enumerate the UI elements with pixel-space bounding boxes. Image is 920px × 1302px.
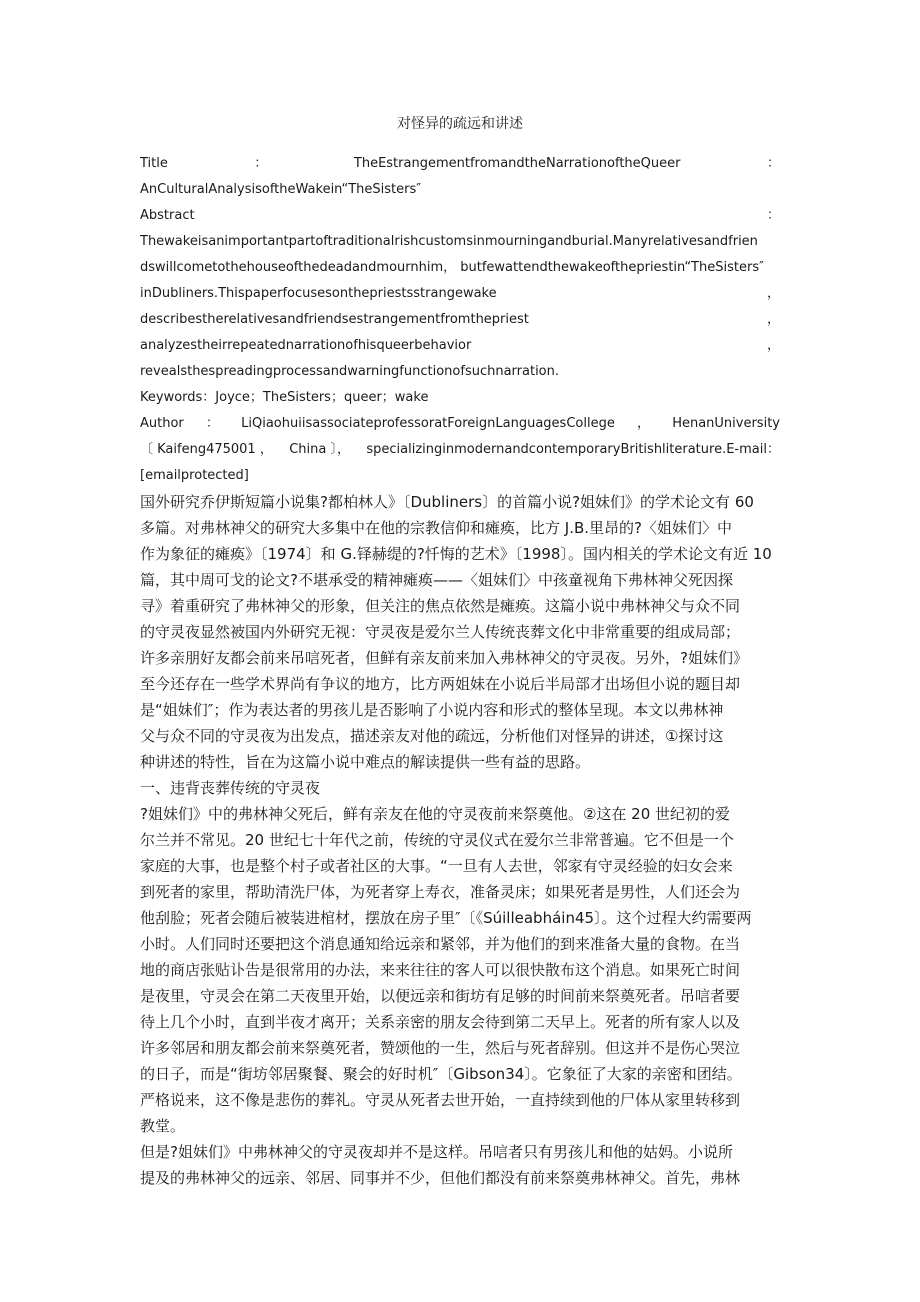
abstract-label-line <box>140 203 780 229</box>
text-line: 的守灵夜显然被国内外研究无视：守灵夜是爱尔兰人传统丧葬文化中非常重要的组成局部； <box>140 623 741 641</box>
text-line: 教堂。 <box>140 1117 186 1135</box>
text-line: 地的商店张贴讣告是很常用的办法，来来往往的客人可以很快散布这个消息。如果死亡时间 <box>140 961 741 979</box>
abstract-line: analyzestheirrepeatednarrationofhisqueerbehavior ， <box>140 338 780 353</box>
text-line: 作为象征的瘫痪》〔1974〕和 G.铎赫缇的?忏悔的艺术》〔1998〕。国内相关的学术论文有近 10 <box>140 545 772 563</box>
text-line: 寻》着重研究了弗林神父的形象，但关注的焦点依然是瘫痪。这篇小说中弗林神父与众不同 <box>140 597 741 615</box>
author-label: Author <box>140 416 184 431</box>
abstract-colon: ： <box>766 208 780 223</box>
text-line: 许多邻居和朋友都会前来祭奠死者，赞颂他的一生，然后与死者辞别。但这并不是伤心哭泣 <box>140 1039 741 1057</box>
text-line: 提及的弗林神父的远亲、邻居、同事并不少，但他们都没有前来祭奠弗林神父。首先，弗林 <box>140 1169 741 1187</box>
text-line: 但是?姐妹们》中弗林神父的守灵夜却并不是这样。吊唁者只有男孩儿和他的姑妈。小说所 <box>140 1143 733 1161</box>
text-line: 小时。人们同时还要把这个消息通知给远亲和紧邻，并为他们的到来准备大量的食物。在当 <box>140 935 741 953</box>
english-title-line <box>140 151 780 177</box>
text-line: 国外研究乔伊斯短篇小说集?都柏林人》〔Dubliners〕的首篇小说?姐妹们》的学术论文有 60 <box>140 493 754 511</box>
author-name: LiQiaohuiisassociateprofessoratForeignLanguagesCollege <box>241 416 615 431</box>
author-university: HenanUniversity <box>672 416 780 431</box>
text-line: 是“姐妹们″；作为表达者的男孩儿是否影响了小说内容和形式的整体呈现。本文以弗林神 <box>140 701 724 719</box>
author-affiliation-line: 〔 Kaifeng475001 ， China 〕， specializinginmodernandcontemporaryBritishliterature.E-mail： <box>140 442 780 457</box>
text-line: 许多亲朋好友都会前来吊唁死者，但鲜有亲友前来加入弗林神父的守灵夜。另外，?姐妹们》 <box>140 649 748 667</box>
text-line: 严格说来，这不像是悲伤的葬礼。守灵从死者去世开始，一直持续到他的尸体从家里转移到 <box>140 1091 741 1109</box>
text-line: 家庭的大事，也是整个村子或者社区的大事。“一旦有人去世，邻家有守灵经验的妇女会来 <box>140 857 733 875</box>
text-line: 到死者的家里，帮助清洗尸体，为死者穿上寿衣，准备灵床；如果死者是男性，人们还会为 <box>140 883 741 901</box>
text-line: 至今还存在一些学术界尚有争议的地方，比方两姐妹在小说后半局部才出场但小说的题目却 <box>140 675 741 693</box>
abstract-body <box>140 229 780 385</box>
title-colon-end: ： <box>766 156 780 171</box>
english-title: TheEstrangementfromandtheNarrationoftheQueer <box>353 156 681 171</box>
section-heading: 一、违背丧葬传统的守灵夜 <box>140 779 321 797</box>
document-title: 对怪异的疏远和讲述 <box>397 116 523 132</box>
abstract-line: revealsthespreadingprocessandwarningfunctionofsuchnarration. <box>140 364 560 379</box>
text-line: 待上几个小时，直到半夜才离开；关系亲密的朋友会待到第二天早上。死者的所有家人以及 <box>140 1013 741 1031</box>
author-email: [emailprotected] <box>140 468 249 483</box>
title-label: Title <box>140 156 168 171</box>
abstract-line: describestherelativesandfriendsestrangementfromthepriest ， <box>140 312 780 327</box>
abstract-line: dswillcometothehouseofthedeadandmournhim， butfewattendthewakeofthepriestin“TheSisters″ <box>140 260 764 275</box>
abstract-line: inDubliners.Thispaperfocusesonthepriestsstrangewake ， <box>140 286 780 301</box>
text-line: 种讲述的特性，旨在为这篇小说中难点的解读提供一些有益的思路。 <box>140 753 591 771</box>
title-colon: ： <box>254 156 268 171</box>
abstract-label: Abstract <box>140 208 195 223</box>
text-line: 尔兰并不常见。20 世纪七十年代之前，传统的守灵仪式在爱尔兰非常普遍。它不但是一个 <box>140 831 734 849</box>
author-line: Author ： LiQiaohuiisassociateprofessoratForeignLanguagesCollege ， HenanUniversity <box>140 411 780 437</box>
text-line: 是夜里，守灵会在第二天夜里开始，以便远亲和街坊有足够的时间前来祭奠死者。吊唁者要 <box>140 987 741 1005</box>
text-line: ?姐妹们》中的弗林神父死后，鲜有亲友在他的守灵夜前来祭奠他。②这在 20 世纪初的爱 <box>140 805 731 823</box>
english-subtitle: AnCulturalAnalysisoftheWakein“TheSisters″ <box>140 182 422 197</box>
text-line: 篇，其中周可戈的论文?不堪承受的精神瘫痪——〈姐妹们〉中孩童视角下弗林神父死因探 <box>140 571 733 589</box>
text-line: 父与众不同的守灵夜为出发点，描述亲友对他的疏远，分析他们对怪异的讲述，①探讨这 <box>140 727 724 745</box>
text-line: 他刮脸；死者会随后被装进棺材，摆放在房子里″〔《Súilleabháin45〕。这个过程大约需要两 <box>140 909 752 927</box>
abstract-line: Thewakeisanimportantpartoftraditionalrishcustomsinmourningandburial.Manyrelativesandfrien <box>140 234 758 249</box>
intro-paragraph <box>140 489 784 1191</box>
text-line: 的日子，而是“街坊邻居聚餐、聚会的好时机″〔Gibson34〕。它象征了大家的亲密和团结。 <box>140 1065 742 1083</box>
text-line: 多篇。对弗林神父的研究大多集中在他的宗教信仰和瘫痪，比方 J.B.里昂的?〈姐妹们〉中 <box>140 519 732 537</box>
keywords-line: Keywords：Joyce；TheSisters；queer；wake <box>140 390 429 405</box>
